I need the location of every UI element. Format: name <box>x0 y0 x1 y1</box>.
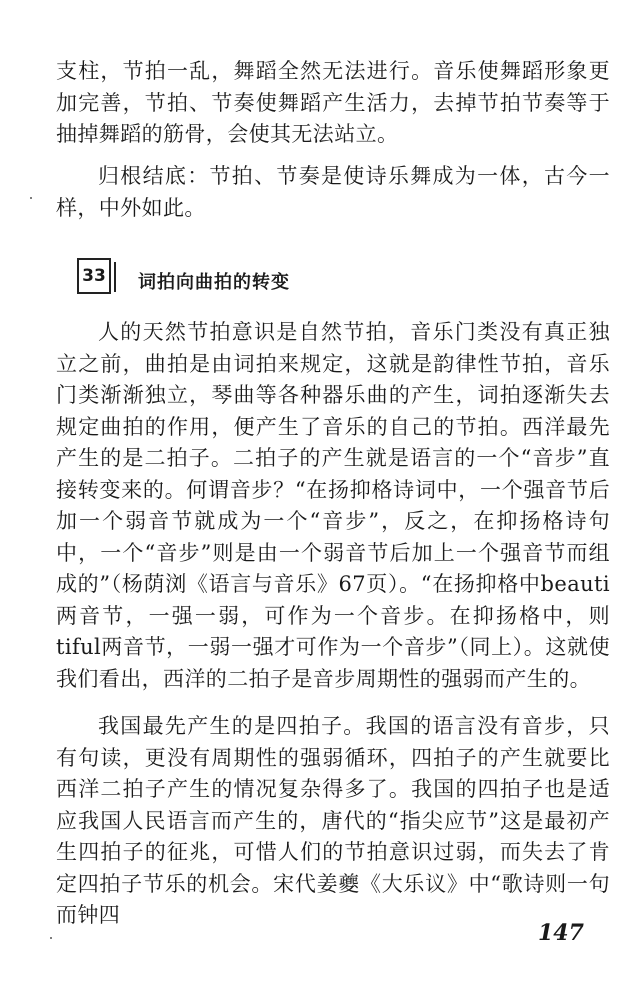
scan-speck <box>50 937 52 939</box>
paragraph-2: 归根结底：节拍、节奏是使诗乐舞成为一体，古今一样，中外如此。 <box>56 164 610 220</box>
page-number: 147 <box>538 920 584 946</box>
scan-speck <box>30 197 32 199</box>
paragraph-3: 人的天然节拍意识是自然节拍，音乐门类没有真正独立之前，曲拍是由词拍来规定，这就是韵律性节拍，音乐门类渐渐独立，琴曲等各种器乐曲的产生，词拍逐渐失去规定曲拍的作用，便产生了音乐的自己的节拍。西洋最先产生的是二拍子。二拍子的产生就是语言的一个“音步”直接转变来的。何谓音步？“在扬抑格诗词中，一个强音节后加一个弱音节就成为一个“音步”，反之，在抑扬格诗句中，一个“音步”则是由一个弱音节后加上一个强音节而组成的”（杨荫浏《语言与音乐》67页）。“在扬抑格中beauti两音节，一强一弱，可作为一个音步。在抑扬格中，则tiful两音节，一弱一强才可作为一个音步”（同上）。这就使我们看出，西洋的二拍子是音步周期性的强弱而产生的。 <box>56 320 610 691</box>
section-title: 词拍向曲拍的转变 <box>138 272 290 293</box>
section-number-box: 33 <box>77 258 111 294</box>
paragraph-4: 我国最先产生的是四拍子。我国的语言没有音步，只有句读，更没有周期性的强弱循环，四拍子的产生就要比西洋二拍子产生的情况复杂得多了。我国的四拍子也是适应我国人民语言而产生的，唐代的“指尖应节”这是最初产生四拍子的征兆，可惜人们的节拍意识过弱，而失去了肯定四拍子节乐的机会。宋代姜夔《大乐议》中“歌诗则一句而钟四 <box>56 714 610 927</box>
paragraph-1: 支柱，节拍一乱，舞蹈全然无法进行。音乐使舞蹈形象更加完善，节拍、节奏使舞蹈产生活力，去掉节拍节奏等于抽掉舞蹈的筋骨，会使其无法站立。 <box>56 59 610 146</box>
